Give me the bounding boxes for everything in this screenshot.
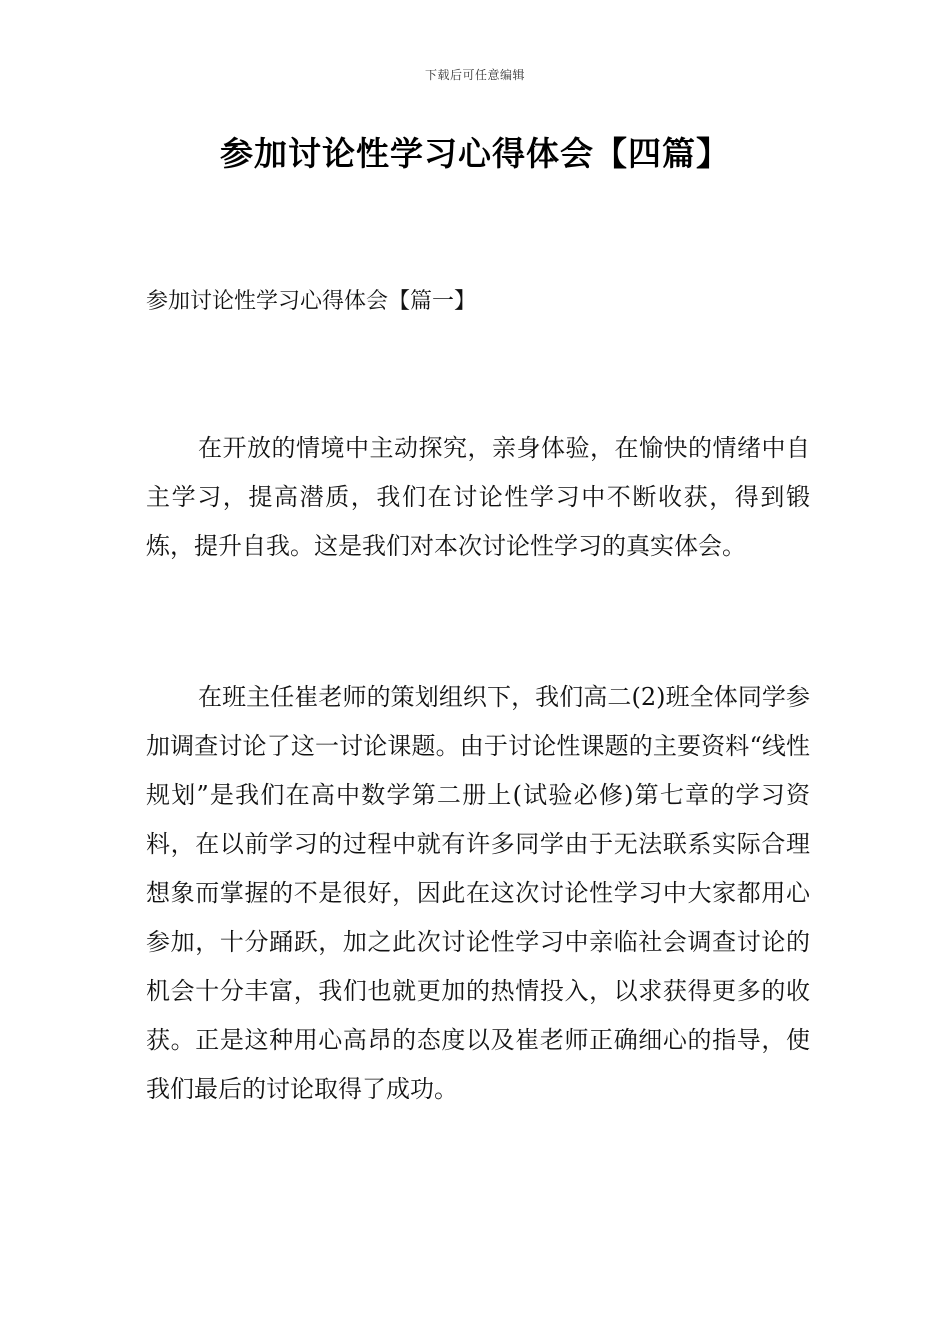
document-title: 参加讨论性学习心得体会【四篇】: [220, 134, 730, 173]
header-note: 下载后可任意编辑: [424, 68, 525, 82]
paragraph-2: 在班主任崔老师的策划组织下，我们高二(2)班全体同学参加调查讨论了这一讨论课题。由于讨论性课题的主要资料“线性规划”是我们在高中数学第二册上(试验必修)第七章的学习资料，在以前学习的过程中就有许多同学由于无法联系实际合理想象而掌握的不是很好，因此在这次讨论性学习中大家都用心参加，十分踊跃，加之此次讨论性学习中亲临社会调查讨论的机会十分丰富，我们也就更加的热情投入，以求获得更多的收获。正是这种用心高昂的态度以及崔老师正确细心的指导，使我们最后的讨论取得了成功。: [146, 683, 810, 1103]
section-title: 参加讨论性学习心得体会【篇一】: [146, 289, 477, 314]
paragraph-1: 在开放的情境中主动探究，亲身体验，在愉快的情绪中自主学习，提高潜质，我们在讨论性学习中不断收获，得到锻炼，提升自我。这是我们对本次讨论性学习的真实体会。: [146, 434, 810, 560]
